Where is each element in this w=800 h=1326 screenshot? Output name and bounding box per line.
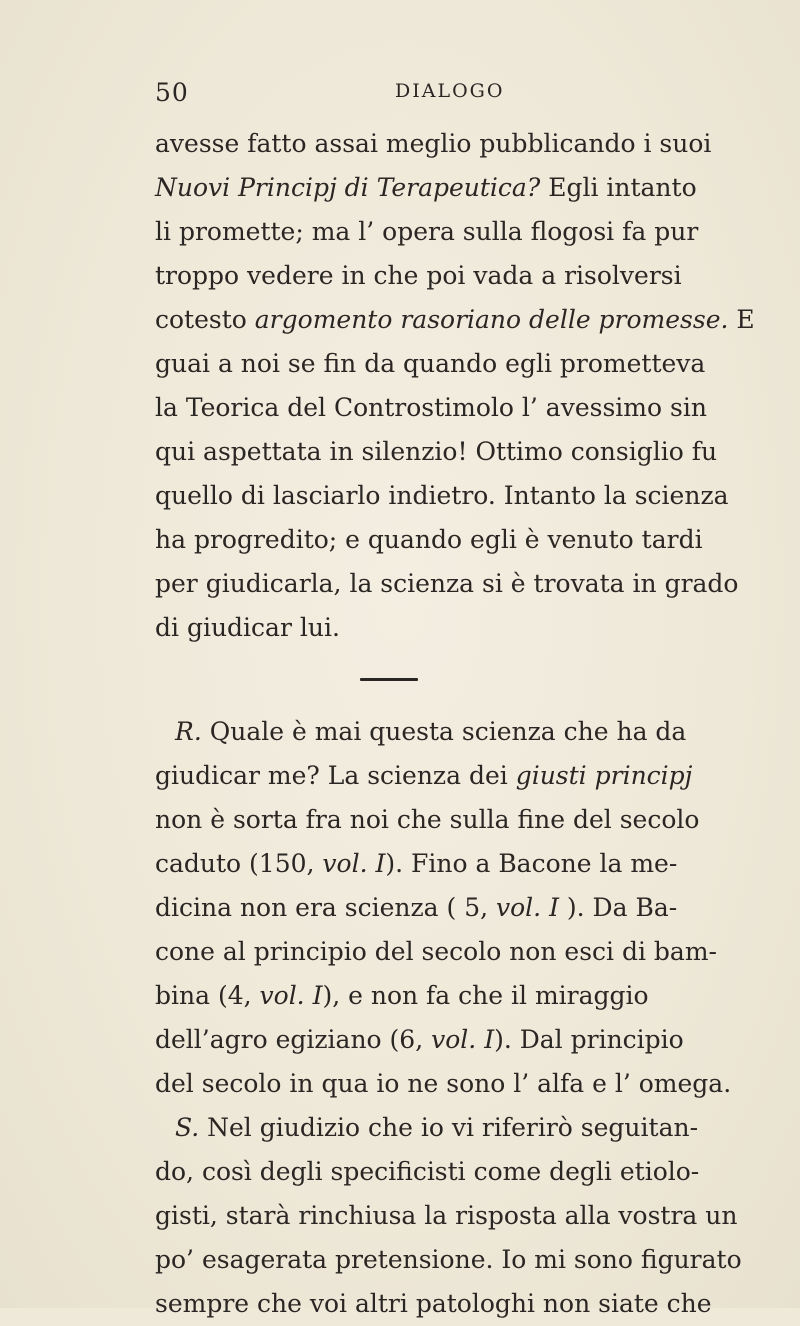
text-line: gisti, starà rinchiusa la risposta alla vostra un [155, 1201, 738, 1230]
speaker-label: R. [175, 717, 202, 746]
text-line [155, 1106, 699, 1150]
section-separator [360, 678, 418, 681]
body-text [155, 122, 755, 1326]
running-head: DIALOGO [395, 80, 505, 102]
text-line: quello di lasciarlo indietro. Intanto la scienza [155, 481, 729, 510]
text-line: cone al principio del secolo non esci di bam- [155, 937, 717, 966]
text-fragment: caduto (150, [155, 849, 323, 878]
text-line [155, 754, 693, 798]
text-fragment: Nel giudizio che io vi riferirò seguitan- [199, 1113, 699, 1142]
text-fragment: E [728, 305, 755, 334]
text-line [155, 298, 755, 342]
text-fragment: ), e non fa che il miraggio [322, 981, 649, 1010]
text-line [155, 842, 678, 886]
text-fragment: ). Da Ba- [558, 893, 678, 922]
text-line [155, 886, 678, 930]
text-line: ha progredito; e quando egli è venuto tardi [155, 525, 703, 554]
text-line: do, così degli specificisti come degli etiolo- [155, 1157, 700, 1186]
text-fragment: ). Dal principio [494, 1025, 684, 1054]
text-line: troppo vedere in che poi vada a risolversi [155, 261, 682, 290]
volume-reference: vol. I [431, 1025, 495, 1054]
text-line: di giudicar lui. [155, 613, 340, 642]
text-fragment: bina (4, [155, 981, 260, 1010]
text-line: li promette; ma l’ opera sulla flogosi fa pur [155, 217, 699, 246]
text-line [155, 1018, 684, 1062]
text-line: qui aspettata in silenzio! Ottimo consiglio fu [155, 437, 718, 466]
text-fragment: ). Fino a Bacone la me- [385, 849, 678, 878]
italic-phrase: argomento rasoriano delle promesse. [254, 305, 729, 334]
text-line: avesse fatto assai meglio pubblicando i suoi [155, 129, 712, 158]
text-line: non è sorta fra noi che sulla fine del secolo [155, 805, 700, 834]
text-line: sempre che voi altri patologhi non siate che [155, 1289, 712, 1318]
speaker-label: S. [175, 1113, 200, 1142]
text-fragment: cotesto [155, 305, 255, 334]
volume-reference: vol. I [259, 981, 323, 1010]
text-fragment: Egli intanto [540, 173, 697, 202]
text-line [155, 974, 649, 1018]
section-separator-wrap [155, 650, 635, 710]
text-line [155, 166, 697, 210]
text-line: del secolo in qua io ne sono l’ alfa e l’ omega. [155, 1069, 732, 1098]
italic-title: Nuovi Principj di Terapeutica? [155, 173, 541, 202]
paragraph-3 [155, 1106, 742, 1326]
text-line [155, 710, 687, 754]
paragraph-2 [155, 710, 732, 1106]
text-fragment: dell’agro egiziano (6, [155, 1025, 432, 1054]
page-header [155, 78, 605, 118]
text-fragment: Quale è mai questa scienza che ha da [201, 717, 687, 746]
text-fragment: giudicar me? La scienza dei [155, 761, 516, 790]
text-fragment: dicina non era scienza ( 5, [155, 893, 496, 922]
italic-phrase: giusti principj [515, 761, 693, 790]
text-line: guai a noi se fin da quando egli prometteva [155, 349, 706, 378]
text-line: po’ esagerata pretensione. Io mi sono figurato [155, 1245, 742, 1274]
text-line: per giudicarla, la scienza si è trovata in grado [155, 569, 739, 598]
volume-reference: vol. I [322, 849, 386, 878]
volume-reference: vol. I [496, 893, 559, 922]
paragraph-1 [155, 122, 755, 650]
page-number: 50 [155, 78, 189, 107]
text-line: la Teorica del Controstimolo l’ avessimo sin [155, 393, 707, 422]
